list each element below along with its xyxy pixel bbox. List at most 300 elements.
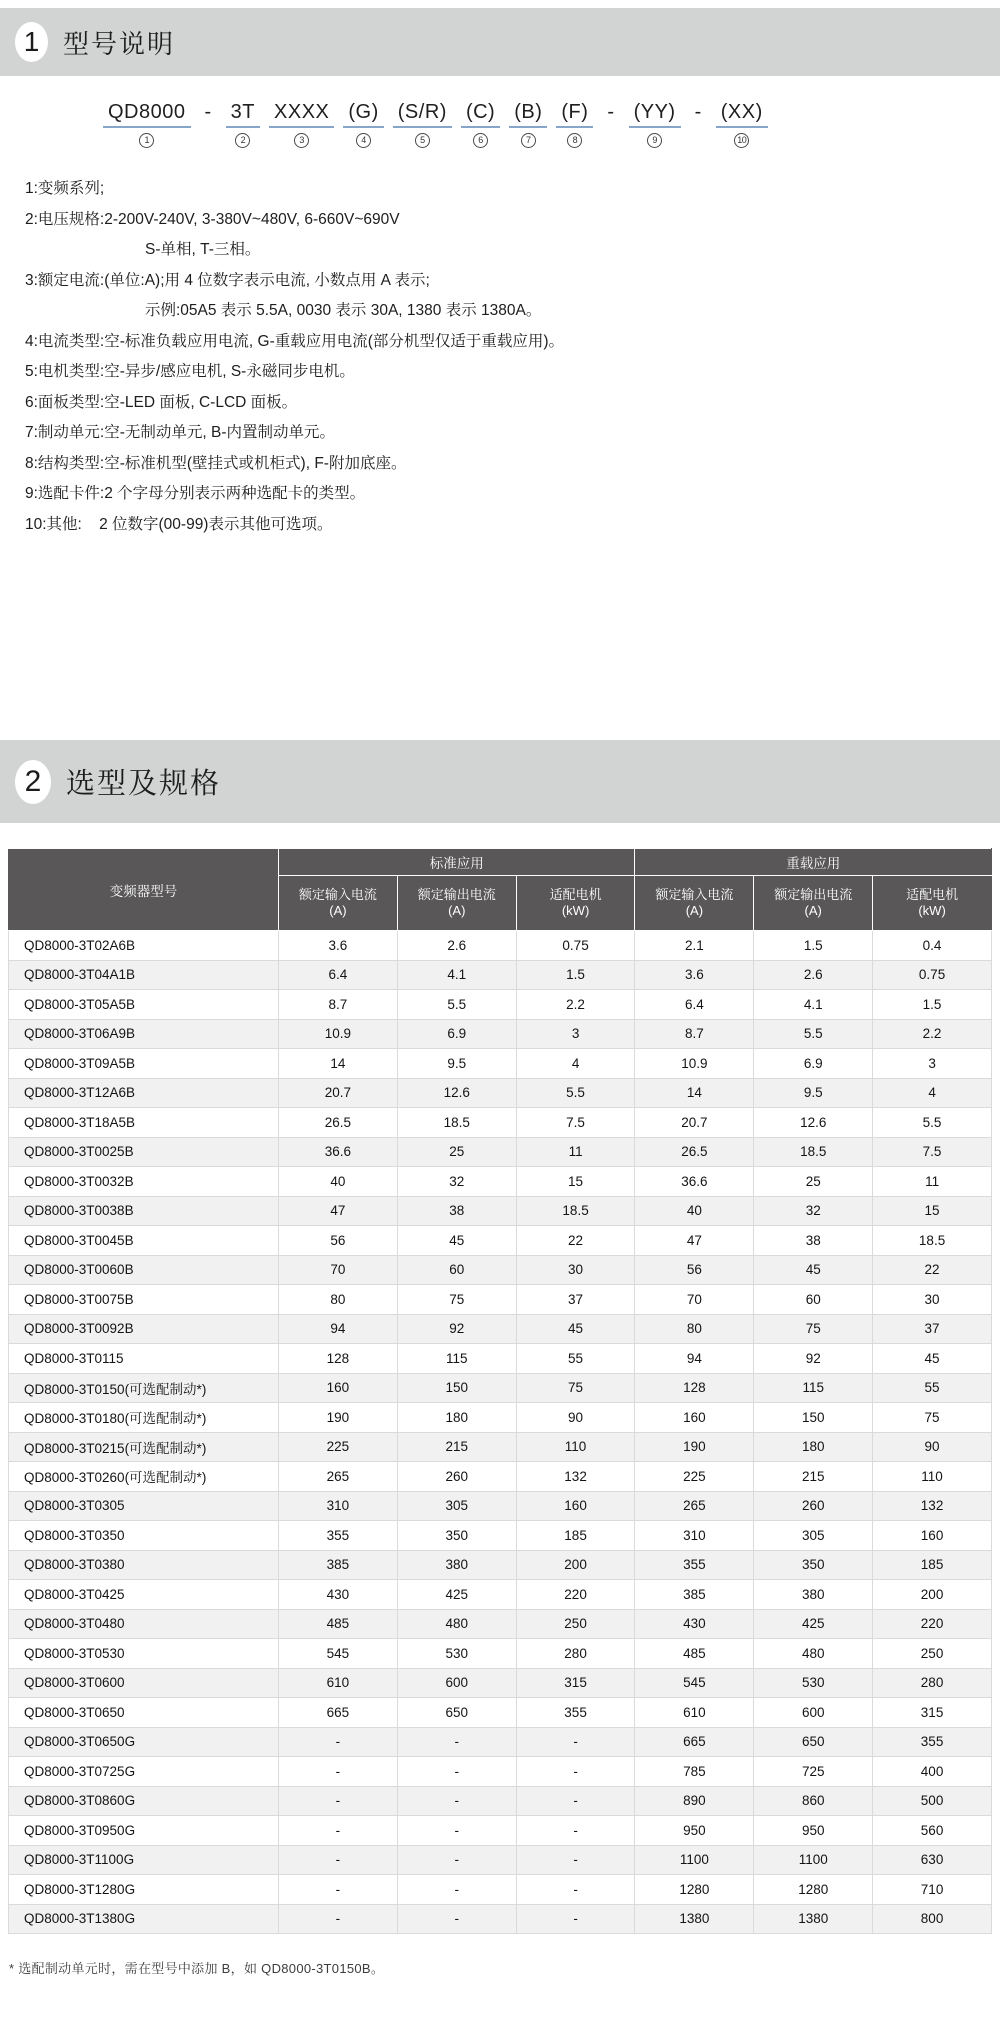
model-cell: QD8000-3T0115 xyxy=(9,1344,279,1374)
value-cell: 160 xyxy=(279,1373,398,1403)
col-header-model: 变频器型号 xyxy=(9,849,279,931)
value-cell: 92 xyxy=(397,1314,516,1344)
value-cell: 545 xyxy=(635,1668,754,1698)
table-row xyxy=(9,1078,992,1108)
table-row xyxy=(9,1344,992,1374)
value-cell: 70 xyxy=(635,1285,754,1315)
table-row xyxy=(9,1609,992,1639)
selection-spec-table xyxy=(8,848,992,1934)
model-cell: QD8000-3T0150(可选配制动*) xyxy=(9,1373,279,1403)
value-cell: 1380 xyxy=(754,1904,873,1934)
value-cell: 60 xyxy=(397,1255,516,1285)
legend-line: 4:电流类型:空-标准负载应用电流, G-重载应用电流(部分机型仅适于重载应用)。 xyxy=(25,332,565,350)
value-cell: - xyxy=(397,1727,516,1757)
value-cell: 185 xyxy=(873,1550,992,1580)
table-row xyxy=(9,1550,992,1580)
model-code-segment xyxy=(556,100,593,148)
value-cell: 215 xyxy=(754,1462,873,1492)
table-row xyxy=(9,1639,992,1669)
col-subheader xyxy=(754,876,873,931)
value-cell: - xyxy=(397,1904,516,1934)
value-cell: 10.9 xyxy=(279,1019,398,1049)
value-cell: 2.6 xyxy=(397,931,516,961)
model-code-segment xyxy=(343,100,383,148)
table-row xyxy=(9,1285,992,1315)
table-row xyxy=(9,1373,992,1403)
value-cell: 260 xyxy=(754,1491,873,1521)
model-cell: QD8000-3T0650G xyxy=(9,1727,279,1757)
value-cell: 92 xyxy=(754,1344,873,1374)
table-row xyxy=(9,1314,992,1344)
model-cell: QD8000-3T1100G xyxy=(9,1845,279,1875)
table-row xyxy=(9,1727,992,1757)
model-cell: QD8000-3T05A5B xyxy=(9,990,279,1020)
value-cell: - xyxy=(279,1875,398,1905)
value-cell: - xyxy=(397,1845,516,1875)
value-cell: 110 xyxy=(873,1462,992,1492)
col-subheader-label: 额定输入电流 xyxy=(655,887,734,902)
value-cell: 3 xyxy=(873,1049,992,1079)
value-cell: - xyxy=(397,1786,516,1816)
section2-header xyxy=(0,740,1000,823)
value-cell: 38 xyxy=(397,1196,516,1226)
model-code-segment-number: 3 xyxy=(294,133,309,148)
value-cell: 665 xyxy=(279,1698,398,1728)
value-cell: 800 xyxy=(873,1904,992,1934)
value-cell: 32 xyxy=(754,1196,873,1226)
value-cell: 94 xyxy=(279,1314,398,1344)
value-cell: 315 xyxy=(516,1668,635,1698)
model-code-segment xyxy=(716,100,768,148)
value-cell: 45 xyxy=(516,1314,635,1344)
table-row xyxy=(9,1196,992,1226)
model-code-segment-number: 4 xyxy=(356,133,371,148)
value-cell: 1.5 xyxy=(516,960,635,990)
value-cell: 18.5 xyxy=(754,1137,873,1167)
value-cell: 45 xyxy=(754,1255,873,1285)
table-row xyxy=(9,960,992,990)
model-code-segment-number: 10 xyxy=(734,133,749,148)
value-cell: 4.1 xyxy=(397,960,516,990)
model-cell: QD8000-3T0215(可选配制动*) xyxy=(9,1432,279,1462)
value-cell: 5.5 xyxy=(397,990,516,1020)
value-cell: 26.5 xyxy=(635,1137,754,1167)
model-cell: QD8000-3T0530 xyxy=(9,1639,279,1669)
value-cell: 36.6 xyxy=(635,1167,754,1197)
section1-header xyxy=(0,8,1000,76)
value-cell: - xyxy=(279,1904,398,1934)
model-cell: QD8000-3T0860G xyxy=(9,1786,279,1816)
value-cell: 9.5 xyxy=(397,1049,516,1079)
value-cell: 1.5 xyxy=(754,931,873,961)
value-cell: 265 xyxy=(279,1462,398,1492)
value-cell: 90 xyxy=(873,1432,992,1462)
model-cell: QD8000-3T12A6B xyxy=(9,1078,279,1108)
table-row xyxy=(9,1432,992,1462)
col-subheader-unit: (A) xyxy=(329,903,347,918)
legend-line: 9:选配卡件:2 个字母分别表示两种选配卡的类型。 xyxy=(25,485,366,502)
value-cell: 310 xyxy=(279,1491,398,1521)
table-row xyxy=(9,1521,992,1551)
col-subheader-unit: (A) xyxy=(804,903,822,918)
value-cell: - xyxy=(279,1757,398,1787)
value-cell: - xyxy=(516,1757,635,1787)
value-cell: - xyxy=(516,1786,635,1816)
table-row xyxy=(9,1167,992,1197)
value-cell: 1100 xyxy=(754,1845,873,1875)
value-cell: 265 xyxy=(635,1491,754,1521)
value-cell: 36.6 xyxy=(279,1137,398,1167)
value-cell: 650 xyxy=(397,1698,516,1728)
value-cell: 55 xyxy=(873,1373,992,1403)
value-cell: 90 xyxy=(516,1403,635,1433)
value-cell: 0.75 xyxy=(516,931,635,961)
value-cell: 4 xyxy=(516,1049,635,1079)
value-cell: 485 xyxy=(279,1609,398,1639)
model-cell: QD8000-3T0075B xyxy=(9,1285,279,1315)
model-cell: QD8000-3T0725G xyxy=(9,1757,279,1787)
value-cell: 15 xyxy=(516,1167,635,1197)
value-cell: - xyxy=(397,1875,516,1905)
value-cell: 600 xyxy=(397,1668,516,1698)
value-cell: 110 xyxy=(516,1432,635,1462)
value-cell: 40 xyxy=(279,1167,398,1197)
value-cell: 45 xyxy=(873,1344,992,1374)
value-cell: 950 xyxy=(635,1816,754,1846)
value-cell: 305 xyxy=(754,1521,873,1551)
value-cell: 860 xyxy=(754,1786,873,1816)
model-code-separator xyxy=(602,100,619,146)
value-cell: 14 xyxy=(279,1049,398,1079)
value-cell: 485 xyxy=(635,1639,754,1669)
value-cell: 200 xyxy=(873,1580,992,1610)
col-group-standard-duty: 标准应用 xyxy=(279,849,635,876)
legend-line: 示例:05A5 表示 5.5A, 0030 表示 30A, 1380 表示 1380A。 xyxy=(145,302,542,319)
value-cell: 1280 xyxy=(635,1875,754,1905)
value-cell: 75 xyxy=(397,1285,516,1315)
col-subheader-unit: (A) xyxy=(448,903,466,918)
col-subheader-label: 适配电机 xyxy=(906,887,959,902)
legend-line: 1:变频系列; xyxy=(25,180,105,197)
value-cell: 6.4 xyxy=(279,960,398,990)
value-cell: 22 xyxy=(516,1226,635,1256)
model-code-separator xyxy=(690,100,707,146)
value-cell: - xyxy=(516,1875,635,1905)
value-cell: 950 xyxy=(754,1816,873,1846)
table-footnote: * 选配制动单元时，需在型号中添加 B，如 QD8000-3T0150B。 xyxy=(9,1961,385,1976)
table-row xyxy=(9,1019,992,1049)
model-code-segment-text: 3T xyxy=(226,100,260,128)
model-code-segment-text: (XX) xyxy=(716,100,768,128)
value-cell: - xyxy=(516,1845,635,1875)
value-cell: 128 xyxy=(279,1344,398,1374)
model-cell: QD8000-3T18A5B xyxy=(9,1108,279,1138)
value-cell: 350 xyxy=(397,1521,516,1551)
value-cell: 180 xyxy=(754,1432,873,1462)
value-cell: 350 xyxy=(754,1550,873,1580)
value-cell: 545 xyxy=(279,1639,398,1669)
value-cell: - xyxy=(279,1727,398,1757)
table-row xyxy=(9,1668,992,1698)
value-cell: 20.7 xyxy=(279,1078,398,1108)
col-subheader-label: 额定输入电流 xyxy=(298,887,377,902)
section1-title: 型号说明 xyxy=(63,28,176,59)
value-cell: - xyxy=(279,1816,398,1846)
model-cell: QD8000-3T06A9B xyxy=(9,1019,279,1049)
model-code-segment-text: (YY) xyxy=(629,100,681,128)
value-cell: 60 xyxy=(754,1285,873,1315)
model-cell: QD8000-3T0092B xyxy=(9,1314,279,1344)
value-cell: 225 xyxy=(279,1432,398,1462)
value-cell: 480 xyxy=(397,1609,516,1639)
col-subheader-label: 额定输出电流 xyxy=(417,887,496,902)
value-cell: 18.5 xyxy=(873,1226,992,1256)
value-cell: 8.7 xyxy=(635,1019,754,1049)
model-code-separator xyxy=(200,100,217,146)
table-row xyxy=(9,1816,992,1846)
value-cell: - xyxy=(279,1786,398,1816)
value-cell: 7.5 xyxy=(516,1108,635,1138)
value-cell: 26.5 xyxy=(279,1108,398,1138)
value-cell: 160 xyxy=(516,1491,635,1521)
value-cell: 0.75 xyxy=(873,960,992,990)
model-code-diagram xyxy=(103,100,1000,148)
model-code-segment xyxy=(103,100,191,148)
table-row xyxy=(9,1226,992,1256)
legend-line: 3:额定电流:(单位:A);用 4 位数字表示电流, 小数点用 A 表示; xyxy=(25,271,430,289)
value-cell: 132 xyxy=(516,1462,635,1492)
value-cell: 32 xyxy=(397,1167,516,1197)
col-subheader xyxy=(873,876,992,931)
section1-number-badge: 1 xyxy=(15,22,48,62)
value-cell: 2.2 xyxy=(873,1019,992,1049)
value-cell: 6.4 xyxy=(635,990,754,1020)
value-cell: 150 xyxy=(754,1403,873,1433)
value-cell: 310 xyxy=(635,1521,754,1551)
table-row xyxy=(9,1904,992,1934)
value-cell: 0.4 xyxy=(873,931,992,961)
value-cell: 2.2 xyxy=(516,990,635,1020)
value-cell: 1380 xyxy=(635,1904,754,1934)
table-row xyxy=(9,1049,992,1079)
model-code-segment-text: - xyxy=(607,101,615,123)
legend-line: 5:电机类型:空-异步/感应电机, S-永磁同步电机。 xyxy=(25,363,355,380)
value-cell: 280 xyxy=(516,1639,635,1669)
value-cell: 40 xyxy=(635,1196,754,1226)
value-cell: 12.6 xyxy=(754,1108,873,1138)
value-cell: 500 xyxy=(873,1786,992,1816)
value-cell: 665 xyxy=(635,1727,754,1757)
section2-number-badge: 2 xyxy=(15,760,51,804)
value-cell: 785 xyxy=(635,1757,754,1787)
col-subheader-label: 适配电机 xyxy=(549,887,602,902)
model-cell: QD8000-3T0032B xyxy=(9,1167,279,1197)
value-cell: 3.6 xyxy=(279,931,398,961)
model-code-segment-text: (S/R) xyxy=(393,100,452,128)
value-cell: 225 xyxy=(635,1462,754,1492)
value-cell: 1.5 xyxy=(873,990,992,1020)
value-cell: 22 xyxy=(873,1255,992,1285)
value-cell: 710 xyxy=(873,1875,992,1905)
value-cell: 18.5 xyxy=(397,1108,516,1138)
value-cell: 11 xyxy=(873,1167,992,1197)
model-code-segment-text: QD8000 xyxy=(103,100,191,128)
value-cell: 355 xyxy=(635,1550,754,1580)
model-code-segment xyxy=(226,100,260,148)
value-cell: 9.5 xyxy=(754,1078,873,1108)
model-cell: QD8000-3T09A5B xyxy=(9,1049,279,1079)
value-cell: 3.6 xyxy=(635,960,754,990)
value-cell: 215 xyxy=(397,1432,516,1462)
value-cell: 150 xyxy=(397,1373,516,1403)
value-cell: 55 xyxy=(516,1344,635,1374)
value-cell: 18.5 xyxy=(516,1196,635,1226)
value-cell: 480 xyxy=(754,1639,873,1669)
value-cell: 1280 xyxy=(754,1875,873,1905)
value-cell: 280 xyxy=(873,1668,992,1698)
model-code-legend xyxy=(25,174,1000,540)
value-cell: 560 xyxy=(873,1816,992,1846)
value-cell: 47 xyxy=(279,1196,398,1226)
model-code-segment-text: - xyxy=(204,101,212,123)
table-row xyxy=(9,990,992,1020)
value-cell: 38 xyxy=(754,1226,873,1256)
table-row xyxy=(9,931,992,961)
value-cell: 5.5 xyxy=(754,1019,873,1049)
model-code-segment-number: 1 xyxy=(139,133,154,148)
col-subheader-unit: (kW) xyxy=(918,903,946,918)
value-cell: 80 xyxy=(279,1285,398,1315)
value-cell: 115 xyxy=(754,1373,873,1403)
value-cell: 220 xyxy=(516,1580,635,1610)
value-cell: 8.7 xyxy=(279,990,398,1020)
value-cell: 380 xyxy=(397,1550,516,1580)
model-code-segment-number: 8 xyxy=(567,133,582,148)
model-cell: QD8000-3T0038B xyxy=(9,1196,279,1226)
model-cell: QD8000-3T0180(可选配制动*) xyxy=(9,1403,279,1433)
model-code-segment xyxy=(629,100,681,148)
value-cell: 400 xyxy=(873,1757,992,1787)
model-code-segment-number: 5 xyxy=(415,133,430,148)
table-row xyxy=(9,1845,992,1875)
section2-title: 选型及规格 xyxy=(66,768,222,800)
model-code-segment-text: (G) xyxy=(343,100,383,128)
value-cell: 610 xyxy=(279,1668,398,1698)
model-cell: QD8000-3T0350 xyxy=(9,1521,279,1551)
model-cell: QD8000-3T0425 xyxy=(9,1580,279,1610)
value-cell: 530 xyxy=(754,1668,873,1698)
table-row xyxy=(9,1875,992,1905)
value-cell: 600 xyxy=(754,1698,873,1728)
model-cell: QD8000-3T1380G xyxy=(9,1904,279,1934)
value-cell: 355 xyxy=(873,1727,992,1757)
model-code-segment-text: (C) xyxy=(461,100,500,128)
table-row xyxy=(9,1786,992,1816)
value-cell: 185 xyxy=(516,1521,635,1551)
value-cell: 385 xyxy=(635,1580,754,1610)
value-cell: 315 xyxy=(873,1698,992,1728)
value-cell: 2.6 xyxy=(754,960,873,990)
value-cell: 190 xyxy=(279,1403,398,1433)
table-row xyxy=(9,1491,992,1521)
model-cell: QD8000-3T0480 xyxy=(9,1609,279,1639)
value-cell: 425 xyxy=(397,1580,516,1610)
value-cell: 94 xyxy=(635,1344,754,1374)
value-cell: - xyxy=(397,1816,516,1846)
model-code-segment-text: (B) xyxy=(509,100,547,128)
value-cell: 10.9 xyxy=(635,1049,754,1079)
value-cell: 25 xyxy=(754,1167,873,1197)
value-cell: 75 xyxy=(754,1314,873,1344)
value-cell: 25 xyxy=(397,1137,516,1167)
col-subheader-unit: (A) xyxy=(685,903,704,918)
value-cell: 15 xyxy=(873,1196,992,1226)
value-cell: 385 xyxy=(279,1550,398,1580)
value-cell: 30 xyxy=(873,1285,992,1315)
model-code-segment-number: 2 xyxy=(235,133,250,148)
model-cell: QD8000-3T04A1B xyxy=(9,960,279,990)
value-cell: 5.5 xyxy=(516,1078,635,1108)
value-cell: 128 xyxy=(635,1373,754,1403)
model-code-segment-number: 6 xyxy=(473,133,488,148)
table-row xyxy=(9,1698,992,1728)
value-cell: 70 xyxy=(279,1255,398,1285)
model-code-segment-number: 7 xyxy=(521,133,536,148)
value-cell: 20.7 xyxy=(635,1108,754,1138)
value-cell: 650 xyxy=(754,1727,873,1757)
col-subheader xyxy=(635,876,754,931)
model-cell: QD8000-3T0950G xyxy=(9,1816,279,1846)
model-code-segment xyxy=(269,100,334,148)
value-cell: 11 xyxy=(516,1137,635,1167)
legend-line: 7:制动单元:空-无制动单元, B-内置制动单元。 xyxy=(25,424,336,441)
value-cell: 305 xyxy=(397,1491,516,1521)
value-cell: 180 xyxy=(397,1403,516,1433)
value-cell: 45 xyxy=(397,1226,516,1256)
table-row xyxy=(9,1137,992,1167)
model-cell: QD8000-3T0060B xyxy=(9,1255,279,1285)
value-cell: 12.6 xyxy=(397,1078,516,1108)
value-cell: 890 xyxy=(635,1786,754,1816)
value-cell: 4 xyxy=(873,1078,992,1108)
value-cell: 5.5 xyxy=(873,1108,992,1138)
value-cell: 56 xyxy=(279,1226,398,1256)
col-subheader-unit: (kW) xyxy=(561,903,590,918)
value-cell: 160 xyxy=(635,1403,754,1433)
value-cell: 220 xyxy=(873,1609,992,1639)
legend-line: S-单相, T-三相。 xyxy=(145,241,261,258)
table-row xyxy=(9,1255,992,1285)
model-cell: QD8000-3T0045B xyxy=(9,1226,279,1256)
table-row xyxy=(9,1462,992,1492)
value-cell: 30 xyxy=(516,1255,635,1285)
value-cell: 160 xyxy=(873,1521,992,1551)
model-code-segment-text: - xyxy=(694,101,702,123)
model-cell: QD8000-3T1280G xyxy=(9,1875,279,1905)
model-cell: QD8000-3T0025B xyxy=(9,1137,279,1167)
value-cell: 250 xyxy=(516,1609,635,1639)
value-cell: 7.5 xyxy=(873,1137,992,1167)
value-cell: 380 xyxy=(754,1580,873,1610)
value-cell: 115 xyxy=(397,1344,516,1374)
model-code-segment xyxy=(509,100,547,148)
model-code-segment xyxy=(393,100,452,148)
value-cell: - xyxy=(516,1904,635,1934)
model-cell: QD8000-3T0260(可选配制动*) xyxy=(9,1462,279,1492)
col-subheader xyxy=(397,876,516,931)
model-cell: QD8000-3T02A6B xyxy=(9,931,279,961)
value-cell: 1100 xyxy=(635,1845,754,1875)
